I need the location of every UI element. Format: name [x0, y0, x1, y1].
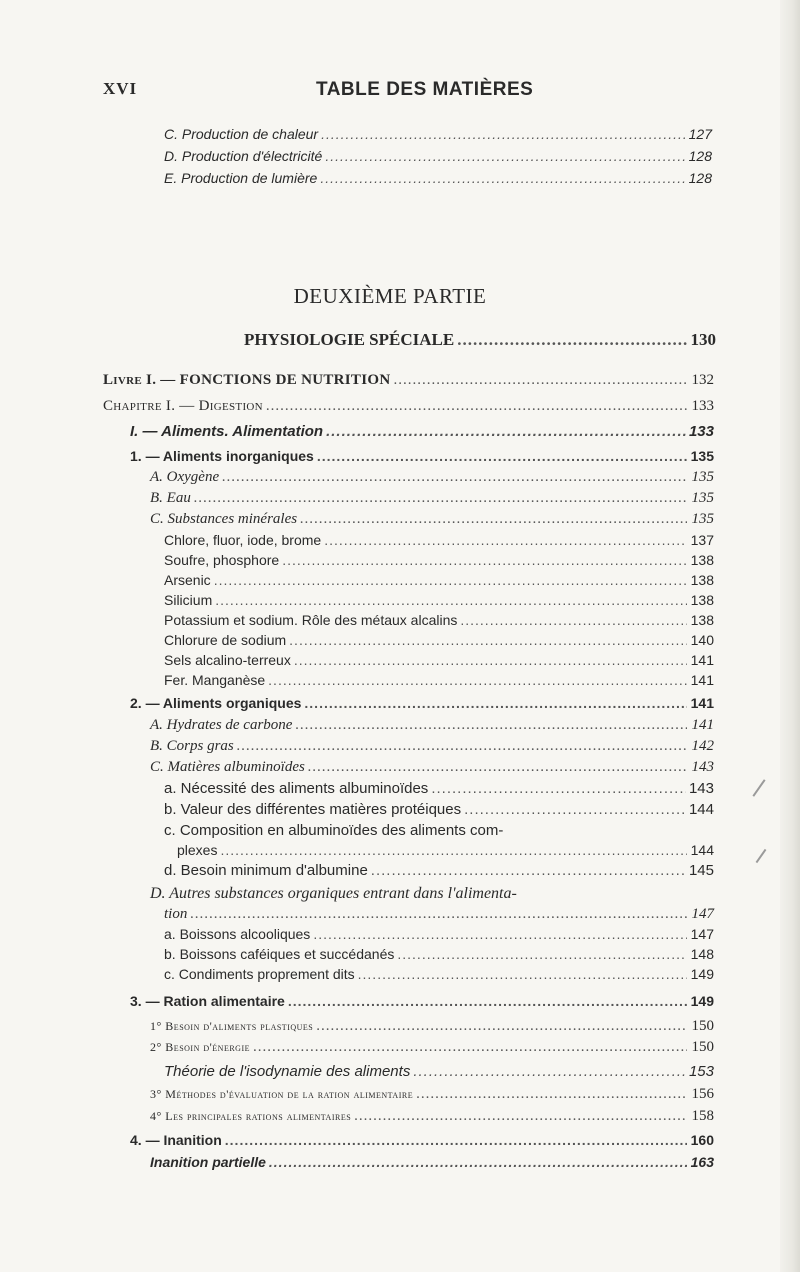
- toc-entry: B. Corps gras ..... 142: [150, 739, 714, 754]
- toc-entry: c. Condiments proprement dits ..... 149: [164, 967, 714, 981]
- toc-entry: A. Hydrates de carbone ..... 141: [150, 718, 714, 733]
- toc-entry: E. Production de lumière ..... 128: [164, 171, 712, 185]
- toc-entry: 4° Les principales rations alimentaires ..... 158: [150, 1109, 714, 1124]
- part-heading: DEUXIÈME PARTIE: [293, 284, 487, 308]
- toc-entry: D. Autres substances organiques entrant dans l'alimenta-: [150, 885, 517, 902]
- toc-entry: C. Production de chaleur ..... 127: [164, 127, 712, 141]
- toc-entry: tion ..... 147: [164, 907, 714, 922]
- toc-entry: a. Nécessité des aliments albuminoïdes ..... 143: [164, 781, 714, 796]
- pencil-mark: [756, 849, 767, 863]
- toc-entry: D. Production d'électricité ..... 128: [164, 149, 712, 163]
- toc-entry-section: PHYSIOLOGIE SPÉCIALE ..... 130: [244, 331, 716, 348]
- toc-entry-chapter: Chapitre I. — Digestion ..... 133: [103, 399, 714, 414]
- page-edge: [780, 0, 800, 1272]
- toc-entry: d. Besoin minimum d'albumine ..... 145: [164, 863, 714, 878]
- toc-entry: C. Substances minérales ..... 135: [150, 512, 714, 527]
- toc-entry: Sels alcalino-terreux ..... 141: [164, 653, 714, 667]
- toc-entry: Fer. Manganèse ..... 141: [164, 673, 714, 687]
- pencil-mark: [752, 779, 765, 797]
- toc-entry: A. Oxygène ..... 135: [150, 470, 714, 485]
- toc-entry: Inanition partielle ..... 163: [150, 1155, 714, 1169]
- page-folio: XVI: [103, 79, 138, 98]
- toc-entry: Chlorure de sodium ..... 140: [164, 633, 714, 647]
- toc-entry: b. Boissons caféiques et succédanés ..... 148: [164, 947, 714, 961]
- toc-entry: 2. — Aliments organiques ..... 141: [130, 696, 714, 710]
- toc-entry: C. Matières albuminoïdes ..... 143: [150, 760, 714, 775]
- toc-entry: I. — Aliments. Alimentation ..... 133: [130, 424, 714, 439]
- toc-entry: plexes ..... 144: [177, 843, 714, 857]
- page-title: TABLE DES MATIÈRES: [316, 79, 534, 100]
- toc-entry: 4. — Inanition ..... 160: [130, 1133, 714, 1147]
- toc-entry: b. Valeur des différentes matières protéiques ..... 144: [164, 802, 714, 817]
- toc-entry: Soufre, phosphore ..... 138: [164, 553, 714, 567]
- toc-entry: a. Boissons alcooliques ..... 147: [164, 927, 714, 941]
- toc-entry: 1. — Aliments inorganiques ..... 135: [130, 449, 714, 463]
- toc-entry: 3. — Ration alimentaire ..... 149: [130, 994, 714, 1008]
- toc-entry: 3° Méthodes d'évaluation de la ration alimentaire ..... 156: [150, 1087, 714, 1102]
- toc-entry: Silicium ..... 138: [164, 593, 714, 607]
- toc-entry: c. Composition en albuminoïdes des aliments com-: [164, 822, 504, 839]
- toc-entry: Potassium et sodium. Rôle des métaux alcalins ..... 138: [164, 613, 714, 627]
- toc-entry: Chlore, fluor, iode, brome ..... 137: [164, 533, 714, 547]
- toc-entry-book: Livre I. — FONCTIONS DE NUTRITION ..... 132: [103, 373, 714, 388]
- running-head: [103, 79, 703, 109]
- toc-entry: Théorie de l'isodynamie des aliments ..... 153: [164, 1064, 714, 1079]
- toc-entry: B. Eau ..... 135: [150, 491, 714, 506]
- toc-entry: 1° Besoin d'aliments plastiques ..... 150: [150, 1019, 714, 1034]
- toc-entry: Arsenic ..... 138: [164, 573, 714, 587]
- toc-entry: 2° Besoin d'énergie ..... 150: [150, 1040, 714, 1055]
